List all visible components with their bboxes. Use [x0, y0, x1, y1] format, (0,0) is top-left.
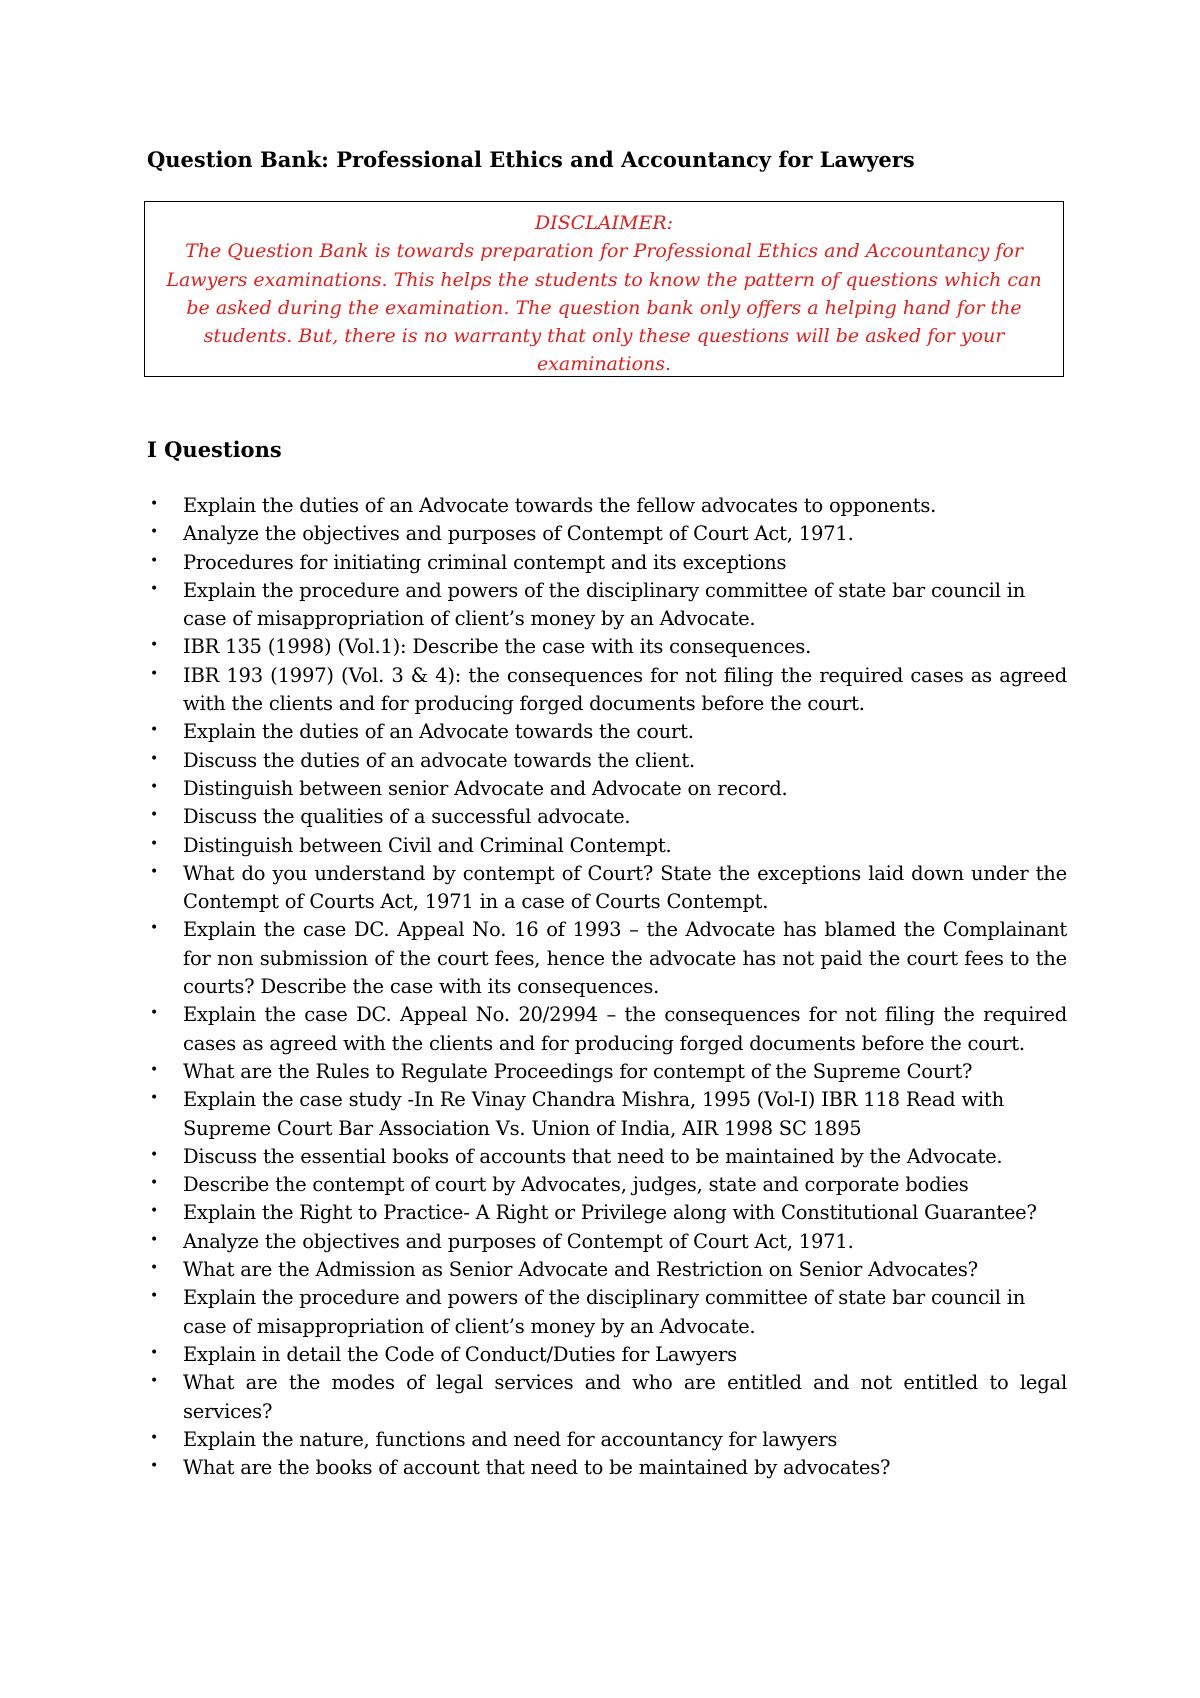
- question-text: What are the books of account that need to be maintained by advocates?: [183, 1456, 891, 1480]
- question-item: [147, 1143, 1067, 1171]
- question-text: Procedures for initiating criminal contempt and its exceptions: [183, 550, 787, 574]
- question-text: Explain the case DC. Appeal No. 20/2994 – the consequences for not filing the required cases as agreed with the clients and for producing forged documents before the court.: [183, 1003, 1067, 1055]
- bullet-icon: •: [150, 637, 159, 654]
- bullet-icon: •: [150, 665, 159, 682]
- question-item: [147, 1171, 1067, 1199]
- question-item: [147, 1086, 1067, 1143]
- bullet-icon: •: [150, 920, 159, 937]
- question-text: Distinguish between senior Advocate and Advocate on record.: [183, 776, 788, 800]
- bullet-icon: •: [150, 1146, 159, 1163]
- bullet-icon: •: [150, 1231, 159, 1248]
- bullet-icon: •: [150, 778, 159, 795]
- question-text: What are the Admission as Senior Advocate and Restriction on Senior Advocates?: [183, 1258, 978, 1282]
- question-text: Explain the nature, functions and need for accountancy for lawyers: [183, 1427, 838, 1451]
- question-text: Distinguish between Civil and Criminal Contempt.: [183, 833, 672, 857]
- question-item: [147, 718, 1067, 746]
- bullet-icon: •: [150, 1458, 159, 1475]
- question-item: [147, 1228, 1067, 1256]
- bullet-icon: •: [150, 1005, 159, 1022]
- question-item: [147, 832, 1067, 860]
- question-item: [147, 1001, 1067, 1058]
- question-text: Explain the duties of an Advocate towards the court.: [183, 720, 694, 744]
- question-text: What do you understand by contempt of Court? State the exceptions laid down under the Contempt of Courts Act, 1971 in a case of Courts Contempt.: [183, 861, 1067, 914]
- bullet-icon: •: [150, 1429, 159, 1446]
- bullet-icon: •: [150, 722, 159, 739]
- bullet-icon: •: [150, 1090, 159, 1107]
- bullet-icon: •: [150, 496, 159, 512]
- question-item: [147, 633, 1067, 661]
- question-item: [147, 747, 1067, 775]
- question-text: Explain the case study -In Re Vinay Chandra Mishra, 1995 (Vol-I) IBR 118 Read with Supreme Court Bar Association Vs. Union of India, AIR 1998 SC 1895: [183, 1088, 1004, 1140]
- question-item: [147, 1426, 1067, 1454]
- bullet-icon: •: [150, 1288, 159, 1305]
- bullet-icon: •: [150, 750, 159, 767]
- page-title: Question Bank: Professional Ethics and Accountancy for Lawyers: [147, 147, 915, 172]
- question-text: Explain the Right to Practice- A Right or Privilege along with Constitutional Guarantee?: [183, 1201, 1037, 1225]
- bullet-icon: •: [150, 835, 159, 852]
- question-text: Explain the case DC. Appeal No. 16 of 1993 – the Advocate has blamed the Complainant for non submission of the court fees, hence the advocate has not paid the court fees to the courts? Describe the case with its consequences.: [183, 918, 1067, 999]
- question-item: [147, 1256, 1067, 1284]
- question-list: [147, 492, 1067, 1482]
- question-text: Discuss the qualities of a successful advocate.: [183, 805, 631, 829]
- question-item: [147, 1058, 1067, 1086]
- bullet-icon: •: [150, 1344, 159, 1361]
- section-heading: I Questions: [147, 437, 282, 462]
- question-item: [147, 1284, 1067, 1341]
- question-text: Explain the duties of an Advocate towards the fellow advocates to opponents.: [183, 494, 937, 517]
- bullet-icon: •: [150, 1203, 159, 1220]
- question-item: [147, 1199, 1067, 1227]
- question-item: [147, 1341, 1067, 1369]
- question-text: Analyze the objectives and purposes of Contempt of Court Act, 1971.: [183, 1229, 854, 1253]
- question-item: [147, 577, 1067, 634]
- question-item: [147, 549, 1067, 577]
- disclaimer-heading: DISCLAIMER:: [534, 212, 674, 234]
- question-text: Discuss the essential books of accounts that need to be maintained by the Advocate.: [183, 1144, 1003, 1168]
- question-item: [147, 1454, 1067, 1482]
- question-item: [147, 860, 1067, 917]
- question-item: [147, 775, 1067, 803]
- question-text: Explain in detail the Code of Conduct/Duties for Lawyers: [183, 1342, 737, 1366]
- bullet-icon: •: [150, 1175, 159, 1192]
- question-text: IBR 193 (1997) (Vol. 3 & 4): the consequences for not filing the required cases as agreed with the clients and for producing forged documents before the court.: [183, 663, 1067, 716]
- bullet-icon: •: [150, 524, 159, 541]
- question-item: [147, 662, 1067, 719]
- question-text: Describe the contempt of court by Advocates, judges, state and corporate bodies: [183, 1173, 969, 1197]
- question-text: Discuss the duties of an advocate towards the client.: [183, 748, 696, 772]
- bullet-icon: •: [150, 1061, 159, 1078]
- disclaimer-box: [144, 201, 1064, 377]
- question-text: Explain the procedure and powers of the disciplinary committee of state bar council in case of misappropriation of client’s money by an Advocate.: [183, 1286, 1026, 1338]
- bullet-icon: •: [150, 580, 159, 597]
- question-item: [147, 492, 1067, 520]
- question-text: What are the modes of legal services and who are entitled and not entitled to legal services?: [183, 1371, 1067, 1423]
- question-item: [147, 916, 1067, 1001]
- question-text: IBR 135 (1998) (Vol.1): Describe the case with its consequences.: [183, 635, 812, 659]
- question-text: What are the Rules to Regulate Proceedings for contempt of the Supreme Court?: [183, 1059, 973, 1083]
- bullet-icon: •: [150, 807, 159, 824]
- question-item: [147, 803, 1067, 831]
- bullet-icon: •: [150, 1260, 159, 1277]
- bullet-icon: •: [150, 863, 159, 880]
- bullet-icon: •: [150, 552, 159, 569]
- question-text: Analyze the objectives and purposes of Contempt of Court Act, 1971.: [183, 522, 854, 546]
- bullet-icon: •: [150, 1373, 159, 1390]
- question-item: [147, 1369, 1067, 1426]
- question-text: Explain the procedure and powers of the disciplinary committee of state bar council in case of misappropriation of client’s money by an Advocate.: [183, 578, 1026, 631]
- disclaimer-text: The Question Bank is towards preparation for Professional Ethics and Accountancy for Lawyers examinations. This helps the students to know the pattern of questions which can be asked during the examination. The question bank only offers a helping hand for the students. But, there is no warranty that only these questions will be asked for your examinations.: [166, 240, 1042, 376]
- question-item: [147, 520, 1067, 548]
